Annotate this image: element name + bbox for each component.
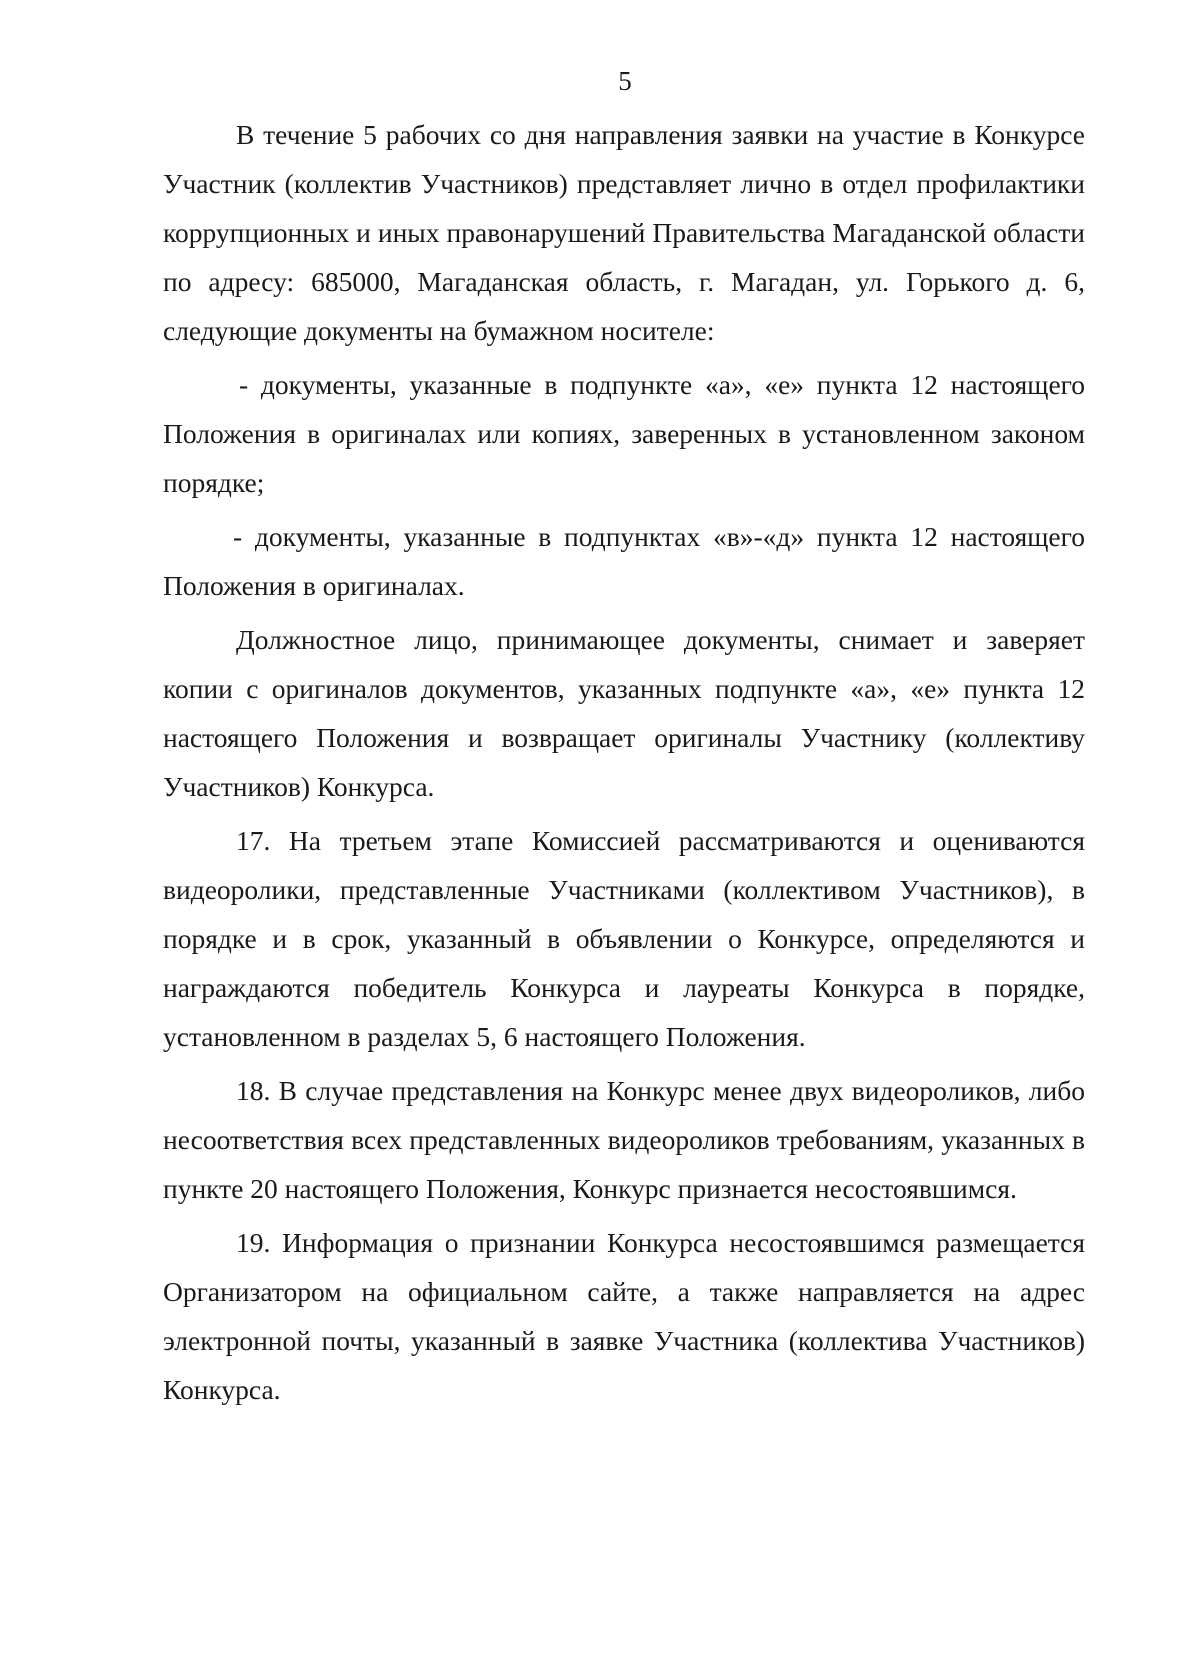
paragraph-clause-19: 19. Информация о признании Конкурса несостоявшимся размещается Организатором на официальном сайте, а также направляется на адрес электронной почты, указанный в заявке Участника (коллектива Участников) Конкурса.: [163, 1227, 1085, 1405]
list-item-documents-originals-or-copies: - документы, указанные в подпункте «а», «е» пункта 12 настоящего Положения в оригиналах или копиях, заверенных в установленном законом порядке;: [163, 369, 1085, 498]
paragraph-official-certification: Должностное лицо, принимающее документы, снимает и заверяет копии с оригиналов документов, указанных подпункте «а», «е» пункта 12 настоящего Положения и возвращает оригиналы Участнику (коллективу Участников) Конкурса.: [163, 624, 1085, 802]
list-item-documents-originals: - документы, указанные в подпунктах «в»-«д» пункта 12 настоящего Положения в оригиналах.: [163, 521, 1085, 601]
page-number: 5: [618, 66, 632, 96]
paragraph-clause-18: 18. В случае представления на Конкурс менее двух видеороликов, либо несоответствия всех представленных видеороликов требованиям, указанных в пункте 20 настоящего Положения, Конкурс признается несостоявшимся.: [163, 1075, 1085, 1204]
paragraph-document-submission: В течение 5 рабочих со дня направления заявки на участие в Конкурсе Участник (коллектив Участников) представляет лично в отдел профилактики коррупционных и иных правонарушений Правительства Магаданской области по адресу: 685000, Магаданская область, г. Магадан, ул. Горького д. 6, следующие документы на бумажном носителе:: [163, 119, 1085, 346]
paragraph-clause-17: 17. На третьем этапе Комиссией рассматриваются и оцениваются видеоролики, представленные Участниками (коллективом Участников), в порядке и в срок, указанный в объявлении о Конкурсе, определяются и награждаются победитель Конкурса и лауреаты Конкурса в порядке, установленном в разделах 5, 6 настоящего Положения.: [163, 825, 1085, 1052]
document-body: [163, 110, 1085, 1414]
